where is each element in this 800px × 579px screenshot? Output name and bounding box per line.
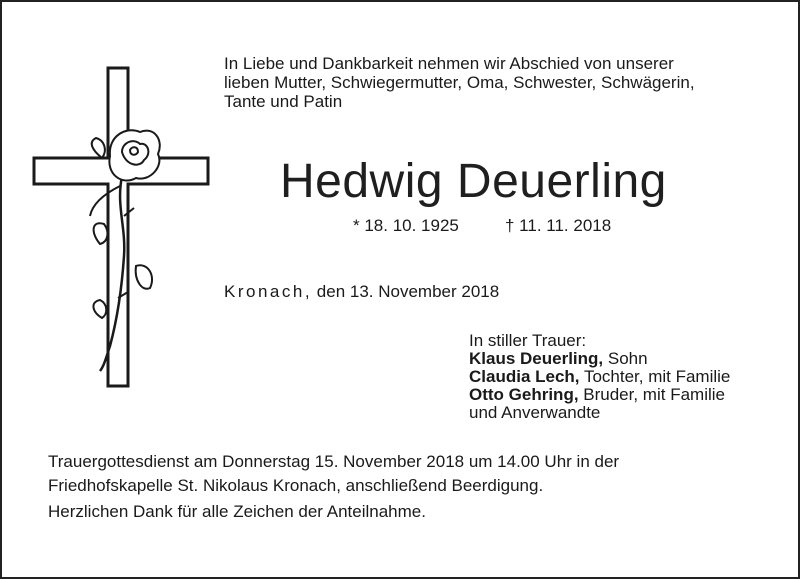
- service-info: [48, 450, 619, 498]
- mourner-name: Claudia Lech,: [469, 367, 580, 386]
- service-line: Friedhofskapelle St. Nikolaus Kronach, anschließend Beerdigung.: [48, 476, 544, 495]
- mourner-name: Klaus Deuerling,: [469, 349, 604, 368]
- intro-line: Tante und Patin: [224, 92, 343, 111]
- intro-line: In Liebe und Dankbarkeit nehmen wir Abschied von unserer: [224, 54, 674, 73]
- mourners-block: [469, 332, 730, 422]
- mourner-entry: [469, 368, 730, 386]
- intro-text: [224, 54, 784, 111]
- mourner-entry: [469, 350, 730, 368]
- mourners-heading: In stiller Trauer:: [469, 331, 587, 350]
- mourner-relation: Tochter, mit Familie: [579, 367, 731, 386]
- mourner-relation: Sohn: [603, 349, 648, 368]
- mourner-relation: Bruder, mit Familie: [578, 385, 725, 404]
- birth-date: * 18. 10. 1925: [353, 216, 459, 235]
- mourner-name: Otto Gehring,: [469, 385, 579, 404]
- thanks-text: Herzlichen Dank für alle Zeichen der Anteilnahme.: [48, 502, 426, 521]
- cross-with-rose-icon: [30, 66, 214, 390]
- place-date: [224, 282, 499, 302]
- notice-date: den 13. November 2018: [316, 282, 500, 301]
- place-city: Kronach,: [224, 282, 313, 301]
- intro-line: lieben Mutter, Schwiegermutter, Oma, Schwester, Schwägerin,: [224, 73, 695, 92]
- mourners-closing: und Anverwandte: [469, 403, 601, 422]
- service-line: Trauergottesdienst am Donnerstag 15. November 2018 um 14.00 Uhr in der: [48, 452, 620, 471]
- death-date: † 11. 11. 2018: [505, 216, 612, 235]
- mourner-entry: [469, 386, 730, 404]
- deceased-name: Hedwig Deuerling: [280, 155, 667, 208]
